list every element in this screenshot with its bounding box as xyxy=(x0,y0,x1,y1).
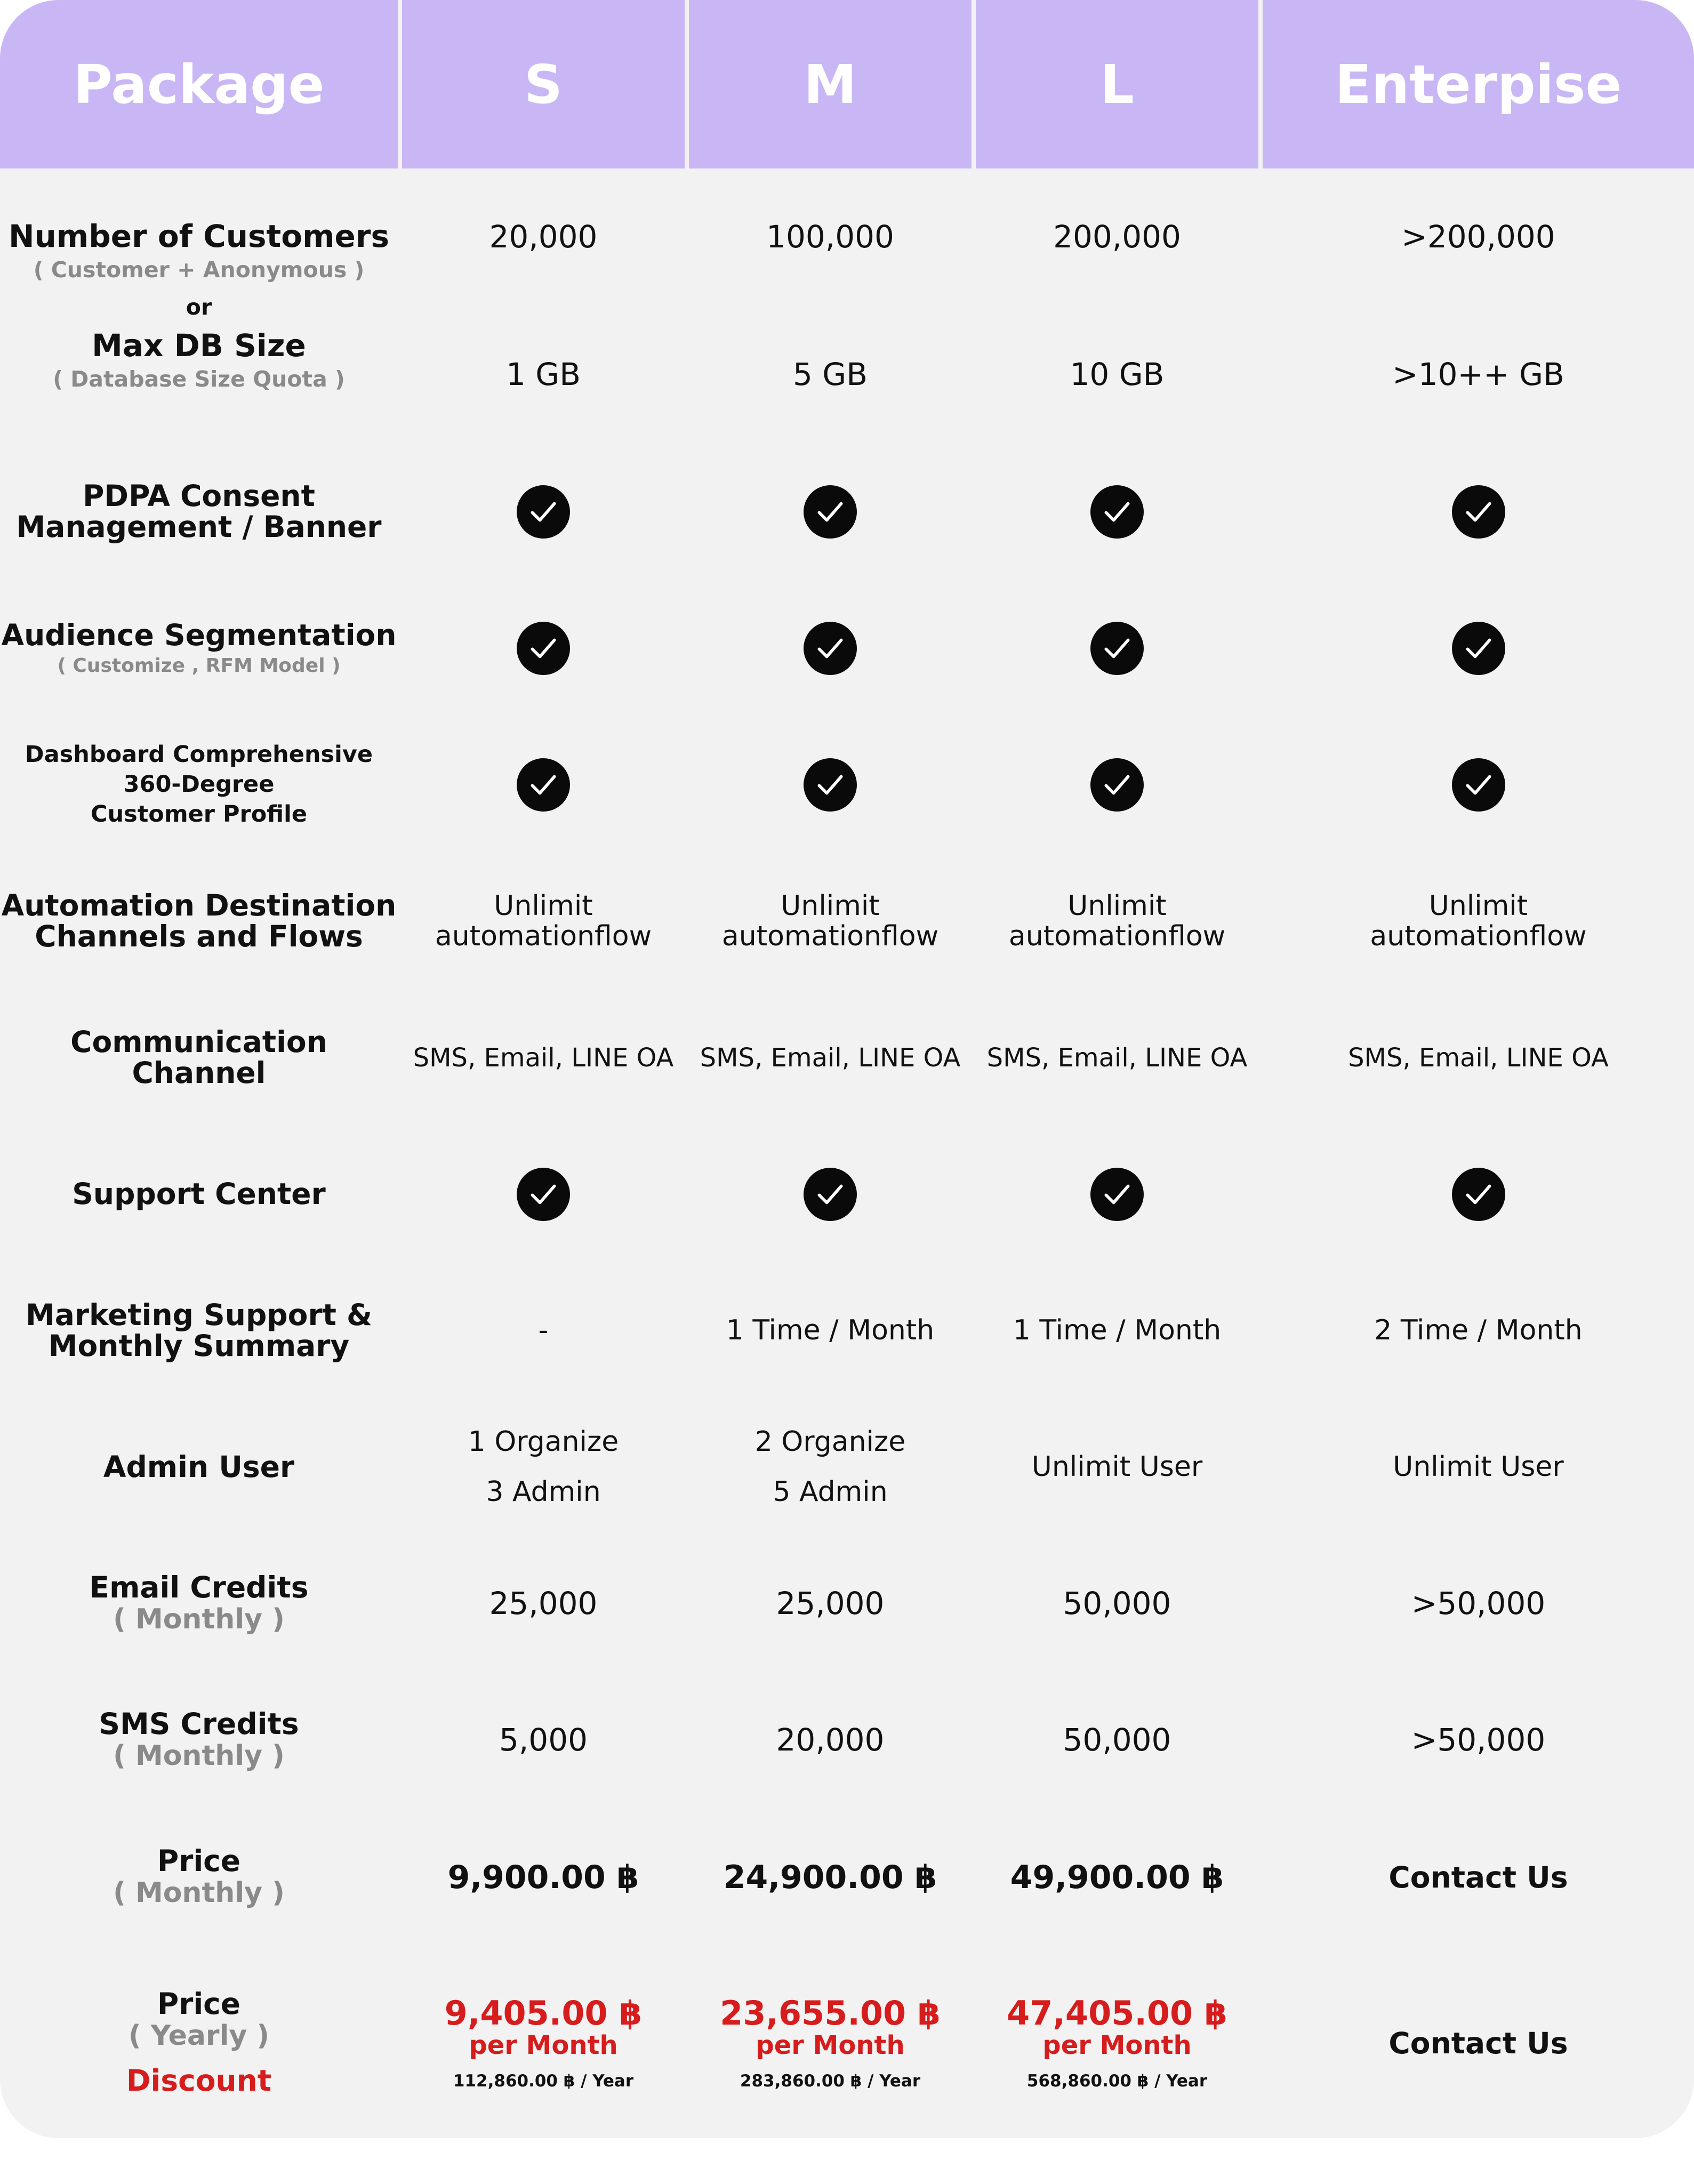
checkmark-icon xyxy=(517,1168,570,1221)
marketing-m-value: 1 Time / Month xyxy=(726,1314,935,1347)
feature-segmentation xyxy=(0,582,398,714)
channel-l-value: SMS, Email, LINE OA xyxy=(986,1043,1248,1073)
dbsize-e xyxy=(1263,308,1694,441)
automation-s-line1: Unlimit xyxy=(494,889,593,922)
pdpa-e xyxy=(1263,446,1694,578)
marketing-title-2: Monthly Summary xyxy=(48,1329,350,1363)
feature-support xyxy=(0,1128,398,1260)
segmentation-title: Audience Segmentation xyxy=(1,617,397,652)
automation-e-line2: automationflow xyxy=(1370,920,1587,952)
price-yearly-l-per: per Month xyxy=(1042,2030,1192,2060)
admin-m xyxy=(689,1401,972,1533)
price-yearly-s-value: 9,405.00 ฿ xyxy=(444,1993,643,2033)
header-m xyxy=(689,0,972,168)
feature-admin xyxy=(0,1401,398,1533)
sms-e xyxy=(1263,1674,1694,1806)
contact-us-link[interactable]: Contact Us xyxy=(1388,1860,1568,1894)
admin-s xyxy=(402,1401,685,1533)
customers-e-value: >200,000 xyxy=(1401,219,1555,255)
marketing-s-value: - xyxy=(538,1314,549,1347)
dashboard-m xyxy=(689,719,972,851)
automation-e xyxy=(1263,855,1694,987)
price-monthly-s xyxy=(402,1811,685,1944)
dashboard-s xyxy=(402,719,685,851)
feature-sms xyxy=(0,1674,398,1806)
dashboard-l xyxy=(976,719,1258,851)
sms-s-value: 5,000 xyxy=(499,1722,588,1759)
checkmark-icon xyxy=(517,758,570,812)
admin-e xyxy=(1263,1401,1694,1533)
contact-us-link-yearly[interactable]: Contact Us xyxy=(1388,2026,1568,2060)
marketing-m xyxy=(689,1265,972,1397)
automation-m-line2: automationflow xyxy=(721,920,939,952)
or-label: or xyxy=(186,294,212,320)
customers-m xyxy=(689,171,972,304)
header-enterprise xyxy=(1263,0,1694,168)
price-yearly-m-per: per Month xyxy=(756,2030,905,2060)
dbsize-l xyxy=(976,308,1258,441)
price-monthly-s-value: 9,900.00 ฿ xyxy=(447,1859,639,1896)
segmentation-s xyxy=(402,582,685,714)
discount-label: Discount xyxy=(126,2063,272,2098)
sms-e-value: >50,000 xyxy=(1411,1722,1546,1759)
automation-s xyxy=(402,855,685,987)
customers-e xyxy=(1263,171,1694,304)
dbsize-l-value: 10 GB xyxy=(1070,356,1165,393)
dbsize-s xyxy=(402,308,685,441)
automation-e-line1: Unlimit xyxy=(1428,889,1528,922)
price-yearly-s xyxy=(402,1948,685,2138)
price-monthly-e[interactable] xyxy=(1263,1811,1694,1944)
sms-s xyxy=(402,1674,685,1806)
header-s xyxy=(402,0,685,168)
admin-l xyxy=(976,1401,1258,1533)
customers-s-value: 20,000 xyxy=(489,219,598,255)
header-package xyxy=(0,0,398,168)
email-sub: ( Monthly ) xyxy=(113,1603,285,1635)
admin-m-line2: 5 Admin xyxy=(773,1476,888,1508)
price-monthly-l-value: 49,900.00 ฿ xyxy=(1010,1859,1224,1896)
channel-e xyxy=(1263,992,1694,1124)
admin-l-value: Unlimit User xyxy=(1031,1451,1203,1483)
dbsize-title: Max DB Size xyxy=(92,327,306,364)
admin-m-line1: 2 Organize xyxy=(754,1426,906,1458)
automation-title-1: Automation Destination xyxy=(1,888,397,923)
checkmark-icon xyxy=(1090,1168,1144,1221)
dashboard-title-3: Customer Profile xyxy=(90,800,308,828)
price-yearly-title: Price xyxy=(157,1987,241,2021)
channel-m xyxy=(689,992,972,1124)
dashboard-title-1: Dashboard Comprehensive xyxy=(25,741,373,768)
automation-title-2: Channels and Flows xyxy=(35,919,363,953)
feature-email xyxy=(0,1538,398,1670)
price-monthly-m xyxy=(689,1811,972,1944)
support-title: Support Center xyxy=(72,1177,326,1211)
channel-s xyxy=(402,992,685,1124)
sms-l xyxy=(976,1674,1258,1806)
marketing-e-value: 2 Time / Month xyxy=(1374,1314,1583,1347)
marketing-e xyxy=(1263,1265,1694,1397)
marketing-s xyxy=(402,1265,685,1397)
customers-l-value: 200,000 xyxy=(1053,219,1181,255)
pdpa-title-2: Management / Banner xyxy=(16,510,382,544)
customers-title: Number of Customers xyxy=(8,218,390,255)
channel-e-value: SMS, Email, LINE OA xyxy=(1348,1043,1609,1073)
checkmark-icon xyxy=(1452,485,1505,539)
dbsize-sub: ( Database Size Quota ) xyxy=(53,366,345,392)
customers-m-value: 100,000 xyxy=(766,219,894,255)
checkmark-icon xyxy=(804,622,857,675)
feature-pdpa xyxy=(0,446,398,578)
checkmark-icon xyxy=(1452,1168,1505,1221)
header-enterprise-label: Enterpise xyxy=(1335,53,1622,116)
customers-sub: ( Customer + Anonymous ) xyxy=(33,257,365,283)
support-m xyxy=(689,1128,972,1260)
pdpa-s xyxy=(402,446,685,578)
segmentation-l xyxy=(976,582,1258,714)
price-yearly-l xyxy=(976,1948,1258,2138)
price-monthly-l xyxy=(976,1811,1258,1944)
customers-l xyxy=(976,171,1258,304)
price-yearly-sub: ( Yearly ) xyxy=(128,2019,270,2052)
checkmark-icon xyxy=(1090,485,1144,539)
header-l-label: L xyxy=(1100,53,1134,116)
email-s xyxy=(402,1538,685,1670)
email-s-value: 25,000 xyxy=(489,1585,598,1622)
admin-s-line1: 1 Organize xyxy=(468,1426,619,1458)
email-m-value: 25,000 xyxy=(776,1585,885,1622)
feature-customers-dbsize xyxy=(0,171,398,441)
header-package-label: Package xyxy=(73,53,325,116)
admin-s-line2: 3 Admin xyxy=(486,1476,601,1508)
feature-automation xyxy=(0,855,398,987)
email-l-value: 50,000 xyxy=(1063,1585,1171,1622)
checkmark-icon xyxy=(1452,758,1505,812)
price-yearly-l-value: 47,405.00 ฿ xyxy=(1007,1993,1227,2033)
sms-m xyxy=(689,1674,972,1806)
channel-l xyxy=(976,992,1258,1124)
feature-marketing xyxy=(0,1265,398,1397)
channel-m-value: SMS, Email, LINE OA xyxy=(700,1043,961,1073)
automation-m xyxy=(689,855,972,987)
email-e-value: >50,000 xyxy=(1411,1585,1546,1622)
sms-l-value: 50,000 xyxy=(1063,1722,1171,1759)
automation-l xyxy=(976,855,1258,987)
support-s xyxy=(402,1128,685,1260)
price-monthly-title: Price xyxy=(157,1844,241,1878)
automation-l-line1: Unlimit xyxy=(1067,889,1167,922)
email-m xyxy=(689,1538,972,1670)
automation-l-line2: automationflow xyxy=(1008,920,1226,952)
marketing-title-1: Marketing Support & xyxy=(25,1298,372,1332)
dashboard-e xyxy=(1263,719,1694,851)
email-title: Email Credits xyxy=(89,1570,309,1605)
segmentation-sub: ( Customize , RFM Model ) xyxy=(57,655,341,677)
sms-m-value: 20,000 xyxy=(776,1722,885,1759)
price-monthly-m-value: 24,900.00 ฿ xyxy=(723,1859,937,1896)
price-yearly-l-total: 568,860.00 ฿ / Year xyxy=(1026,2071,1208,2091)
feature-price-yearly xyxy=(0,1948,398,2138)
checkmark-icon xyxy=(804,485,857,539)
sms-sub: ( Monthly ) xyxy=(113,1739,285,1772)
admin-title: Admin User xyxy=(103,1450,295,1484)
pdpa-m xyxy=(689,446,972,578)
automation-s-line2: automationflow xyxy=(435,920,652,952)
segmentation-m xyxy=(689,582,972,714)
price-yearly-m-total: 283,860.00 ฿ / Year xyxy=(740,2071,921,2091)
support-l xyxy=(976,1128,1258,1260)
header-m-label: M xyxy=(804,53,857,116)
admin-e-value: Unlimit User xyxy=(1393,1451,1564,1483)
email-l xyxy=(976,1538,1258,1670)
support-e xyxy=(1263,1128,1694,1260)
checkmark-icon xyxy=(1452,622,1505,675)
dbsize-m xyxy=(689,308,972,441)
pdpa-title-1: PDPA Consent xyxy=(83,479,315,513)
marketing-l xyxy=(976,1265,1258,1397)
dbsize-e-value: >10++ GB xyxy=(1392,356,1564,393)
checkmark-icon xyxy=(517,622,570,675)
pdpa-l xyxy=(976,446,1258,578)
price-yearly-m-value: 23,655.00 ฿ xyxy=(720,1993,941,2033)
price-yearly-s-total: 112,860.00 ฿ / Year xyxy=(453,2071,634,2091)
checkmark-icon xyxy=(1090,622,1144,675)
price-monthly-sub: ( Monthly ) xyxy=(113,1876,285,1909)
header-s-label: S xyxy=(524,53,563,116)
checkmark-icon xyxy=(517,485,570,539)
customers-s xyxy=(402,171,685,304)
price-yearly-s-per: per Month xyxy=(469,2030,618,2060)
checkmark-icon xyxy=(1090,758,1144,812)
channel-title: Communication Channel xyxy=(70,1025,327,1090)
automation-m-line1: Unlimit xyxy=(781,889,880,922)
feature-price-monthly xyxy=(0,1811,398,1944)
dbsize-s-value: 1 GB xyxy=(505,356,581,393)
sms-title: SMS Credits xyxy=(99,1707,299,1741)
checkmark-icon xyxy=(804,758,857,812)
price-yearly-e[interactable] xyxy=(1263,1948,1694,2138)
dbsize-m-value: 5 GB xyxy=(792,356,868,393)
price-yearly-m xyxy=(689,1948,972,2138)
channel-s-value: SMS, Email, LINE OA xyxy=(413,1043,674,1073)
email-e xyxy=(1263,1538,1694,1670)
header-l xyxy=(976,0,1258,168)
checkmark-icon xyxy=(804,1168,857,1221)
dashboard-title-2: 360-Degree xyxy=(123,771,275,798)
feature-channel xyxy=(0,992,398,1124)
marketing-l-value: 1 Time / Month xyxy=(1013,1314,1222,1347)
feature-dashboard xyxy=(0,719,398,851)
segmentation-e xyxy=(1263,582,1694,714)
